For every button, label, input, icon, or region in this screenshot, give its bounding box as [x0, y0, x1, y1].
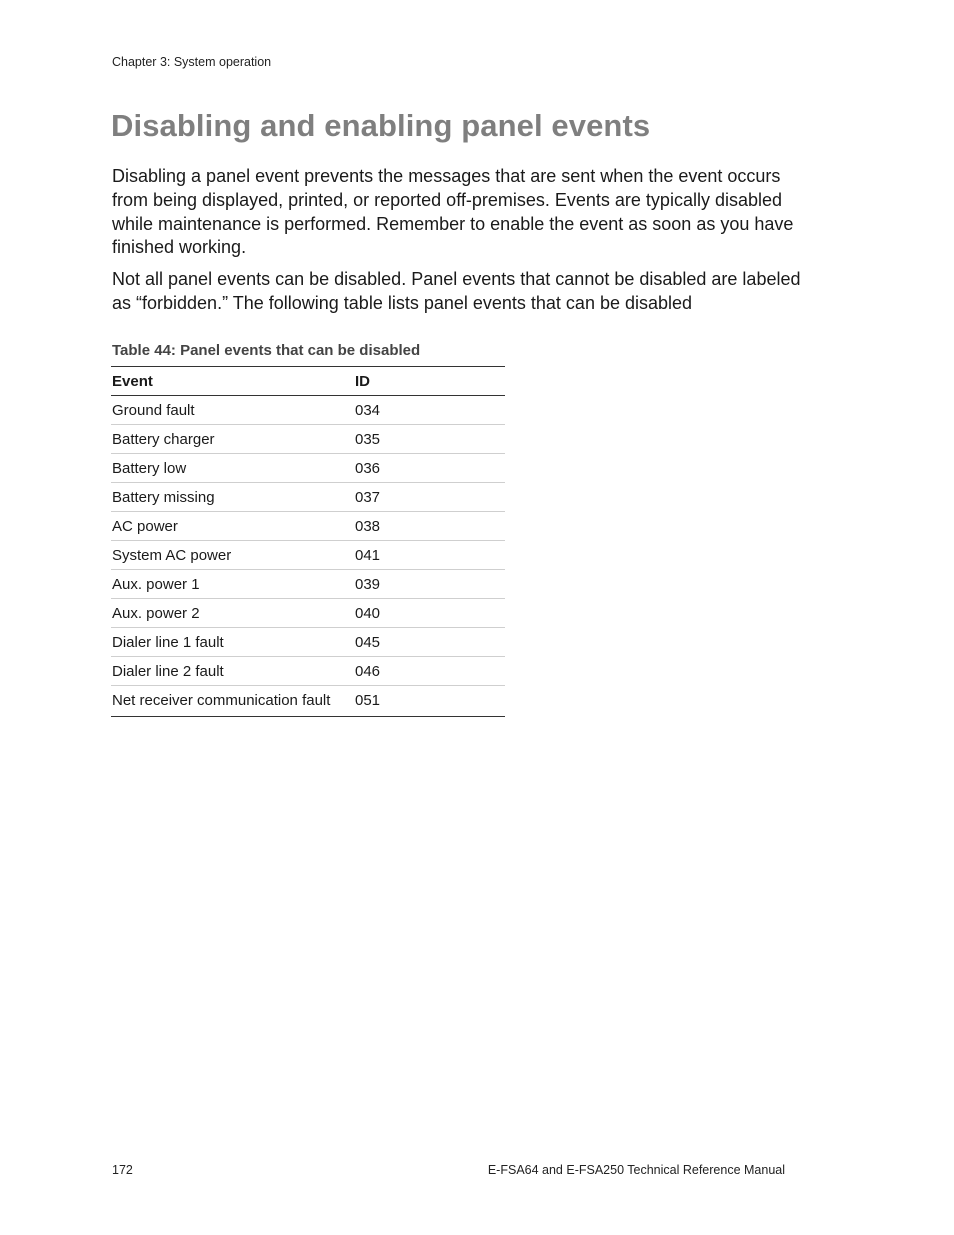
event-cell: Ground fault	[111, 396, 354, 425]
id-cell: 038	[354, 512, 505, 541]
column-header-id: ID	[354, 367, 505, 396]
page-number: 172	[112, 1163, 133, 1177]
id-cell: 035	[354, 425, 505, 454]
id-cell: 036	[354, 454, 505, 483]
event-cell: Battery charger	[111, 425, 354, 454]
table-row	[111, 425, 505, 454]
manual-title: E-FSA64 and E-FSA250 Technical Reference Manual	[487, 1163, 785, 1177]
intro-paragraph: Disabling a panel event prevents the messages that are sent when the event occurs from being displayed, printed, or reported off-premises. Events are typically disabled while maintenance is performed. Remember to enable the event as soon as you have finished working.	[112, 166, 794, 258]
column-header-event: Event	[111, 367, 354, 396]
table-row	[111, 483, 505, 512]
id-cell: 041	[354, 541, 505, 570]
id-cell: 051	[354, 686, 505, 717]
table-row	[111, 628, 505, 657]
event-cell: Aux. power 1	[111, 570, 354, 599]
id-cell: 037	[354, 483, 505, 512]
id-cell: 034	[354, 396, 505, 425]
page-title: Disabling and enabling panel events	[111, 108, 651, 143]
forbidden-note-paragraph: Not all panel events can be disabled. Panel events that cannot be disabled are labeled as “forbidden.” The following table lists panel events that can be disabled	[112, 269, 801, 313]
table-row	[111, 686, 505, 717]
table-row	[111, 454, 505, 483]
event-cell: Dialer line 1 fault	[111, 628, 354, 657]
table-row	[111, 570, 505, 599]
table-row	[111, 512, 505, 541]
table-row	[111, 657, 505, 686]
running-header: Chapter 3: System operation	[112, 55, 272, 69]
event-cell: Battery missing	[111, 483, 354, 512]
event-cell: Aux. power 2	[111, 599, 354, 628]
table-row	[111, 541, 505, 570]
id-cell: 039	[354, 570, 505, 599]
table-row	[111, 599, 505, 628]
id-cell: 046	[354, 657, 505, 686]
event-cell: Net receiver communication fault	[111, 686, 354, 717]
panel-events-table	[111, 366, 505, 717]
table-caption: Table 44: Panel events that can be disabled	[112, 342, 421, 359]
event-cell: Dialer line 2 fault	[111, 657, 354, 686]
table-row	[111, 396, 505, 425]
id-cell: 040	[354, 599, 505, 628]
event-cell: AC power	[111, 512, 354, 541]
table-header-row	[111, 367, 505, 396]
event-cell: Battery low	[111, 454, 354, 483]
id-cell: 045	[354, 628, 505, 657]
event-cell: System AC power	[111, 541, 354, 570]
